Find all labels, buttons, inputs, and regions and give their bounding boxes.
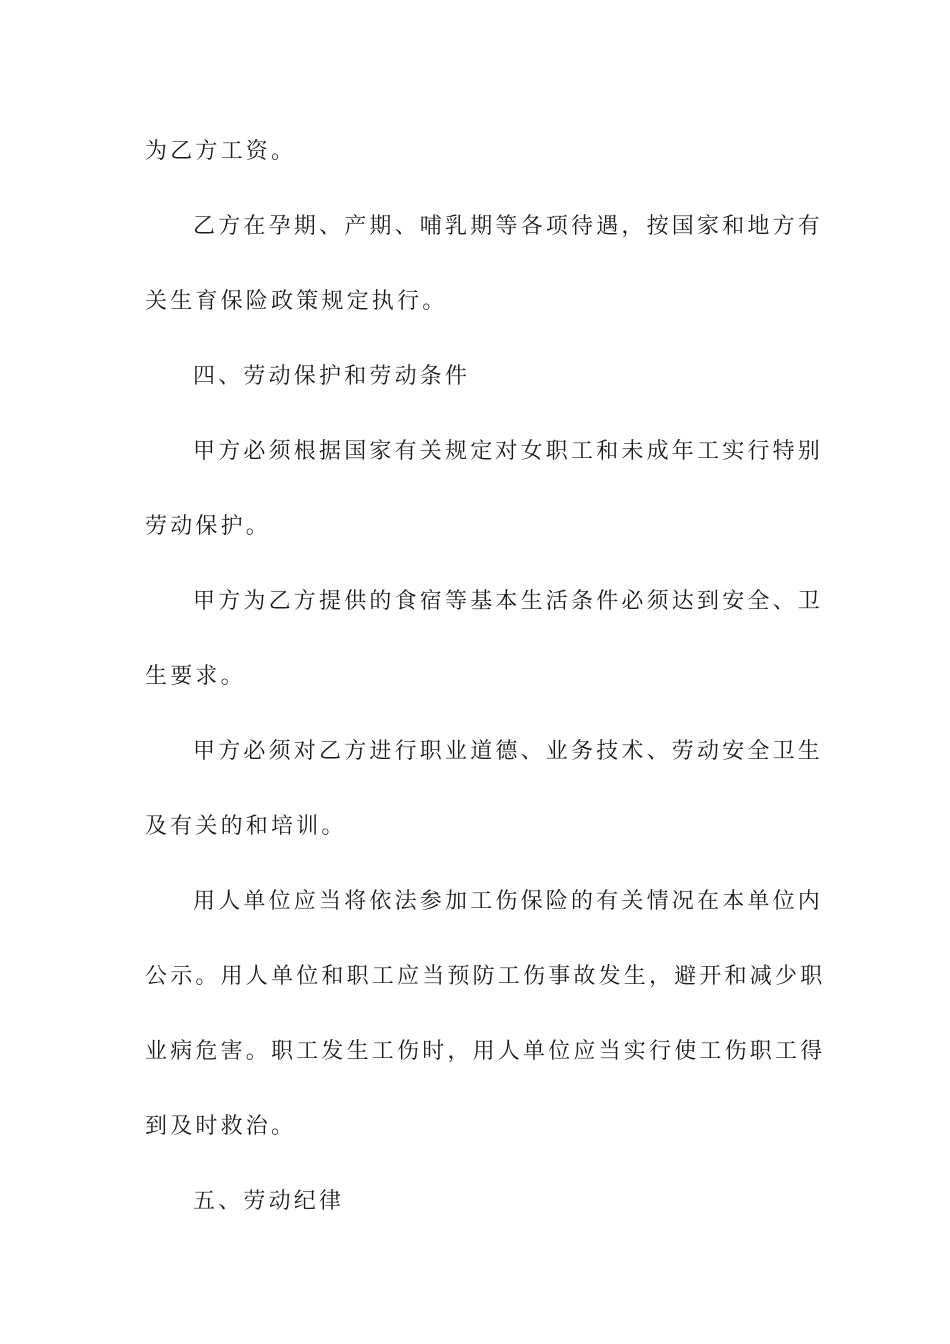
- paragraph-start-line: 甲方必须对乙方进行职业道德、业务技术、劳动安全卫生: [193, 739, 824, 764]
- paragraph-start-line: 乙方在孕期、产期、哺乳期等各项待遇，按国家和地方有: [193, 214, 824, 239]
- text-line: 为乙方工资。: [145, 139, 297, 164]
- text-line: 业病危害。职工发生工伤时，用人单位应当实行使工伤职工得: [145, 1039, 826, 1064]
- section-heading-labor-discipline: 五、劳动纪律: [193, 1189, 345, 1214]
- text-line: 及有关的和培训。: [145, 814, 347, 839]
- section-heading-labor-protection: 四、劳动保护和劳动条件: [193, 364, 471, 389]
- document-body: [145, 114, 826, 1239]
- paragraph-start-line: 用人单位应当将依法参加工伤保险的有关情况在本单位内: [193, 889, 824, 914]
- text-line: 到及时救治。: [145, 1114, 297, 1139]
- text-line: 关生育保险政策规定执行。: [145, 289, 448, 314]
- text-line: 公示。用人单位和职工应当预防工伤事故发生，避开和减少职: [145, 964, 826, 989]
- paragraph-start-line: 甲方必须根据国家有关规定对女职工和未成年工实行特别: [193, 439, 824, 464]
- text-line: 生要求。: [145, 664, 246, 689]
- text-line: 劳动保护。: [145, 514, 272, 539]
- paragraph-start-line: 甲方为乙方提供的食宿等基本生活条件必须达到安全、卫: [193, 589, 824, 614]
